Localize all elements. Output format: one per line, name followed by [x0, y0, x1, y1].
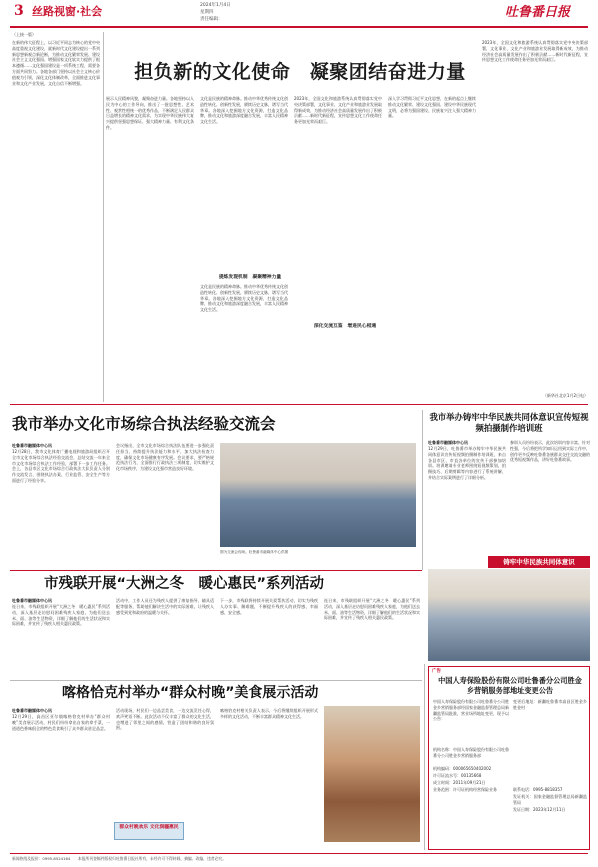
notice-body-4: 许可证流水号：00135668: [433, 773, 482, 778]
market-col-2: 会议指出，全市文化市场综合执法队伍要进一步强化责任担当，持续提升执法能力和水平，加大执法检查力度，确保文化市场健康有序发展。会议要求，要严格规范执法行为，全面推行行政执法三项制度，切实维护文化市场秩序，为建设文化强市营造良好环境。: [116, 443, 214, 472]
top-col-3: 文化是民族的精神命脉。推动中华优秀传统文化创造性转化、创新性发展，赓续历史文脉，谱写当代华章。各地深入挖掘地方文化资源，打造文化品牌，推动文化和旅游深度融合发展，丰富人民精神文化生活。: [200, 96, 288, 125]
disabled-col-1: 连日来，市残联组织开展“大洲之冬 暖心惠民”系列活动，深入基层走访慰问困难残疾人家庭，为他们送去米、面、油等生活物资，详细了解他们的生活状况和实际困难，并宣传了残疾人相关惠民政策。: [12, 604, 110, 627]
food-banner-text: 群众村晚欢乐 文化润疆惠民: [119, 825, 179, 830]
top-story-rule: [10, 404, 588, 405]
top-col-1: 在新的伟大征程上，以习近平同志为核心的党中央高度重视文化建设，就新时代文化建设提出一系列新思想新观点新论断，为推动文化繁荣发展、建设社会主义文化强国、增强国家文化软实力提供了根本遵循……文化强国建设是一项系统工程，需要各方面共同努力。各地各部门坚持以社会主义核心价值观为引领，深化文化体制改革，全面推进文化事业和文化产业发展，文化自信不断增强。: [12, 40, 100, 86]
disabled-col-3: 下一步，市残联将持续开展关爱帮扶活动，切实为残疾人办实事、解难题，不断提升残疾人的获得感、幸福感、安全感。: [220, 598, 318, 615]
notice-body-3: 机构编码：000065650402002: [433, 766, 492, 771]
disabled-headline: 市残联开展“大洲之冬 暖心惠民”系列活动: [44, 576, 325, 592]
col-divider: [103, 32, 104, 402]
page-number: 3: [14, 3, 24, 19]
page-header: [0, 0, 598, 26]
notice-body-1: 中国人寿保险股份有限公司吐鲁番分公司胜金乡营销服务部经国家金融监督管理总局新疆监管局批准，营业场所地址变更，现予以公告：: [433, 699, 509, 722]
food-headline: 喀格恰克村举办“群众村晚”美食展示活动: [62, 685, 319, 701]
top-subhead-left: （上接一版）: [12, 32, 36, 37]
editor-label: 责任编辑：: [200, 17, 223, 22]
header-rule: [10, 26, 588, 28]
market-photo-caption: 图为交流会现场。吐鲁番市融媒体中心供图: [220, 550, 289, 554]
lower-rule: [10, 680, 422, 681]
market-col-1: 12月28日，我市文化体育广播电视和旅游局组织召开全市文化市场综合执法经验交流会，总结交流一年来全市文化市场综合执法工作经验，部署下一步工作任务。会上，各县市区文化市场综合行政执法大队负责人分别作交流发言，围绕执法办案、行业监管、安全生产等方面进行了经验分享。: [12, 449, 110, 483]
market-byline: 吐鲁番市融媒体中心讯: [12, 443, 52, 448]
masthead-logo: 吐鲁番日报: [505, 5, 571, 20]
food-byline: 吐鲁番市融媒体中心讯: [12, 708, 52, 713]
col-divider: [422, 410, 423, 570]
training-photo: [428, 569, 590, 661]
notice-body-10: 发证日期：2023年12月11日: [513, 807, 566, 812]
training-banner: [488, 556, 590, 568]
top-subhead-mid-2: 深化交流互鉴 增进民心相通: [313, 324, 377, 329]
food-col-2: 活动现场，村民们一边品尝美食，一边交流烹饪心得，欢声笑语不断。此次活动不仅丰富了群众的文化生活，也增进了邻里之间的感情，营造了团结和谐的良好氛围。: [116, 708, 214, 731]
notice-label: 广告: [432, 669, 441, 674]
top-col-4: 2023年，全国文化和旅游系统认真贯彻落实党中央决策部署，文化事业、文化产业和旅游业发展取得新成效，为推动经济社会高质量发展作出了积极贡献……新时代新征程，宣传思想文化工作使命任务更加光荣而艰巨。: [294, 96, 382, 125]
market-headline: 我市举办文化市场综合执法经验交流会: [12, 415, 276, 433]
notice-body-9: 发证机关：国家金融监督管理总局新疆监管局: [513, 794, 587, 805]
training-headline: 我市举办铸牢中华民族共同体意识宣传短视频拍摄制作培训班: [429, 412, 589, 433]
food-col-3: 喀格恰克村相关负责人表示，今后将继续组织开展形式多样的文化活动，不断丰富群众精神文化生活。: [220, 708, 318, 719]
notice-body-7: 变更后地址：新疆吐鲁番市高昌区胜金乡胜金村: [513, 699, 587, 710]
notice-body-5: 成立时间：2011年09月21日: [433, 780, 486, 785]
food-banner: [114, 822, 184, 840]
footer-rule: [10, 853, 588, 854]
top-tail: （新华社北京1月2日电）: [542, 393, 588, 398]
issue-weekday: 星期四: [200, 10, 214, 15]
col-divider: [424, 664, 425, 850]
disabled-col-4: 连日来，市残联组织开展“大洲之冬 暖心惠民”系列活动，深入基层走访慰问困难残疾人家庭，为他们送去米、面、油等生活物资，详细了解他们的生活状况和实际困难，并宣传了残疾人相关惠民政策。: [324, 598, 420, 621]
notice-box: [428, 666, 590, 850]
top-headline: 担负新的文化使命 凝聚团结奋进力量: [134, 61, 466, 83]
issue-date: 2024年1月4日: [200, 3, 231, 8]
notice-body-2: 机构名称：中国人寿保险股份有限公司吐鲁番分公司胜金乡营销服务部: [433, 747, 509, 758]
top-col-5: 深入学习贯彻习近平文化思想，在新的起点上继续推动文化繁荣、建设文化强国、建设中华民族现代文明，必将为强国建设、民族复兴注入强大精神力量。: [388, 96, 476, 119]
training-banner-text: 铸牢中华民族共同体意识: [503, 558, 575, 566]
notice-title: 中国人寿保险股份有限公司吐鲁番分公司胜金乡营销服务部地址变更公告: [438, 676, 582, 695]
mid-rule: [10, 570, 422, 571]
notice-body-6: 业务范围：许可证机构经营保险业务: [433, 787, 497, 792]
notice-body-8: 联系电话：0995-8818357: [513, 787, 563, 792]
top-col-2: 展示人民精神风貌，凝聚奋进力量。各地坚持以人民为中心的工作导向，推出了一批思想性、艺术性、观赏性相统一的优秀作品，不断满足人民群众日益增长的精神文化需求，为实现中华民族伟大复兴提供坚强思想保证、强大精神力量、有利文化条件。: [106, 96, 194, 130]
top-subhead-mid-1: 提炼发现机制 凝聚精神力量: [218, 275, 282, 280]
training-col-1: 12月29日，吐鲁番市举办铸牢中华民族共同体意识宣传短视频拍摄制作培训班，来自各县市区、市直各单位的宣传干部参加培训。培训邀请专业老师围绕短视频策划、拍摄技巧、后期剪辑等内容进行了系统讲解，并结合实际案例进行了详细分析。: [428, 446, 506, 480]
disabled-byline: 吐鲁番市融媒体中心讯: [12, 598, 52, 603]
training-col-2: 参训人员纷纷表示，此次培训内容丰富、针对性强，今后将把所学知识运用到实际工作中，创作更多反映吐鲁番各族群众交往交流交融的优秀短视频作品，讲好吐鲁番故事。: [510, 440, 590, 463]
market-meeting-photo: [220, 443, 416, 547]
disabled-col-2: 活动中，工作人员还为残疾人提供了康复指导、辅具适配等服务，帮助他们解决生活中的实际困难，让残疾人感受到党和政府的温暖与关怀。: [116, 598, 214, 615]
footer-text: 新闻热线及报价：0995-8524164 本报所刊登稿件版权归吐鲁番日报社所有，未经许可不得转载、摘编、改编，违者必究。: [12, 856, 226, 861]
training-byline: 吐鲁番市融媒体中心讯: [428, 440, 468, 445]
top-col-6: 2023年，全国文化和旅游系统认真贯彻落实党中央决策部署，文化事业、文化产业和旅游业发展取得新成效，为推动经济社会高质量发展作出了积极贡献……新时代新征程，宣传思想文化工作使命任务更加光荣而艰巨。: [482, 40, 588, 63]
food-col-1: 12月29日，高昌区亚尔镇喀格恰克村举办“群众村晚”美食展示活动，村民们纷纷拿出自家的拿手菜，一道道色香味俱全的特色美食吸引了众多群众驻足品尝。: [12, 714, 110, 731]
section-name: 丝路视窗·社会: [32, 5, 103, 18]
food-photo: [324, 706, 420, 842]
top-col-3b: 文化是民族的精神命脉。推动中华优秀传统文化创造性转化、创新性发展，赓续历史文脉，谱写当代华章。各地深入挖掘地方文化资源，打造文化品牌，推动文化和旅游深度融合发展，丰富人民精神文化生活。: [200, 284, 288, 313]
